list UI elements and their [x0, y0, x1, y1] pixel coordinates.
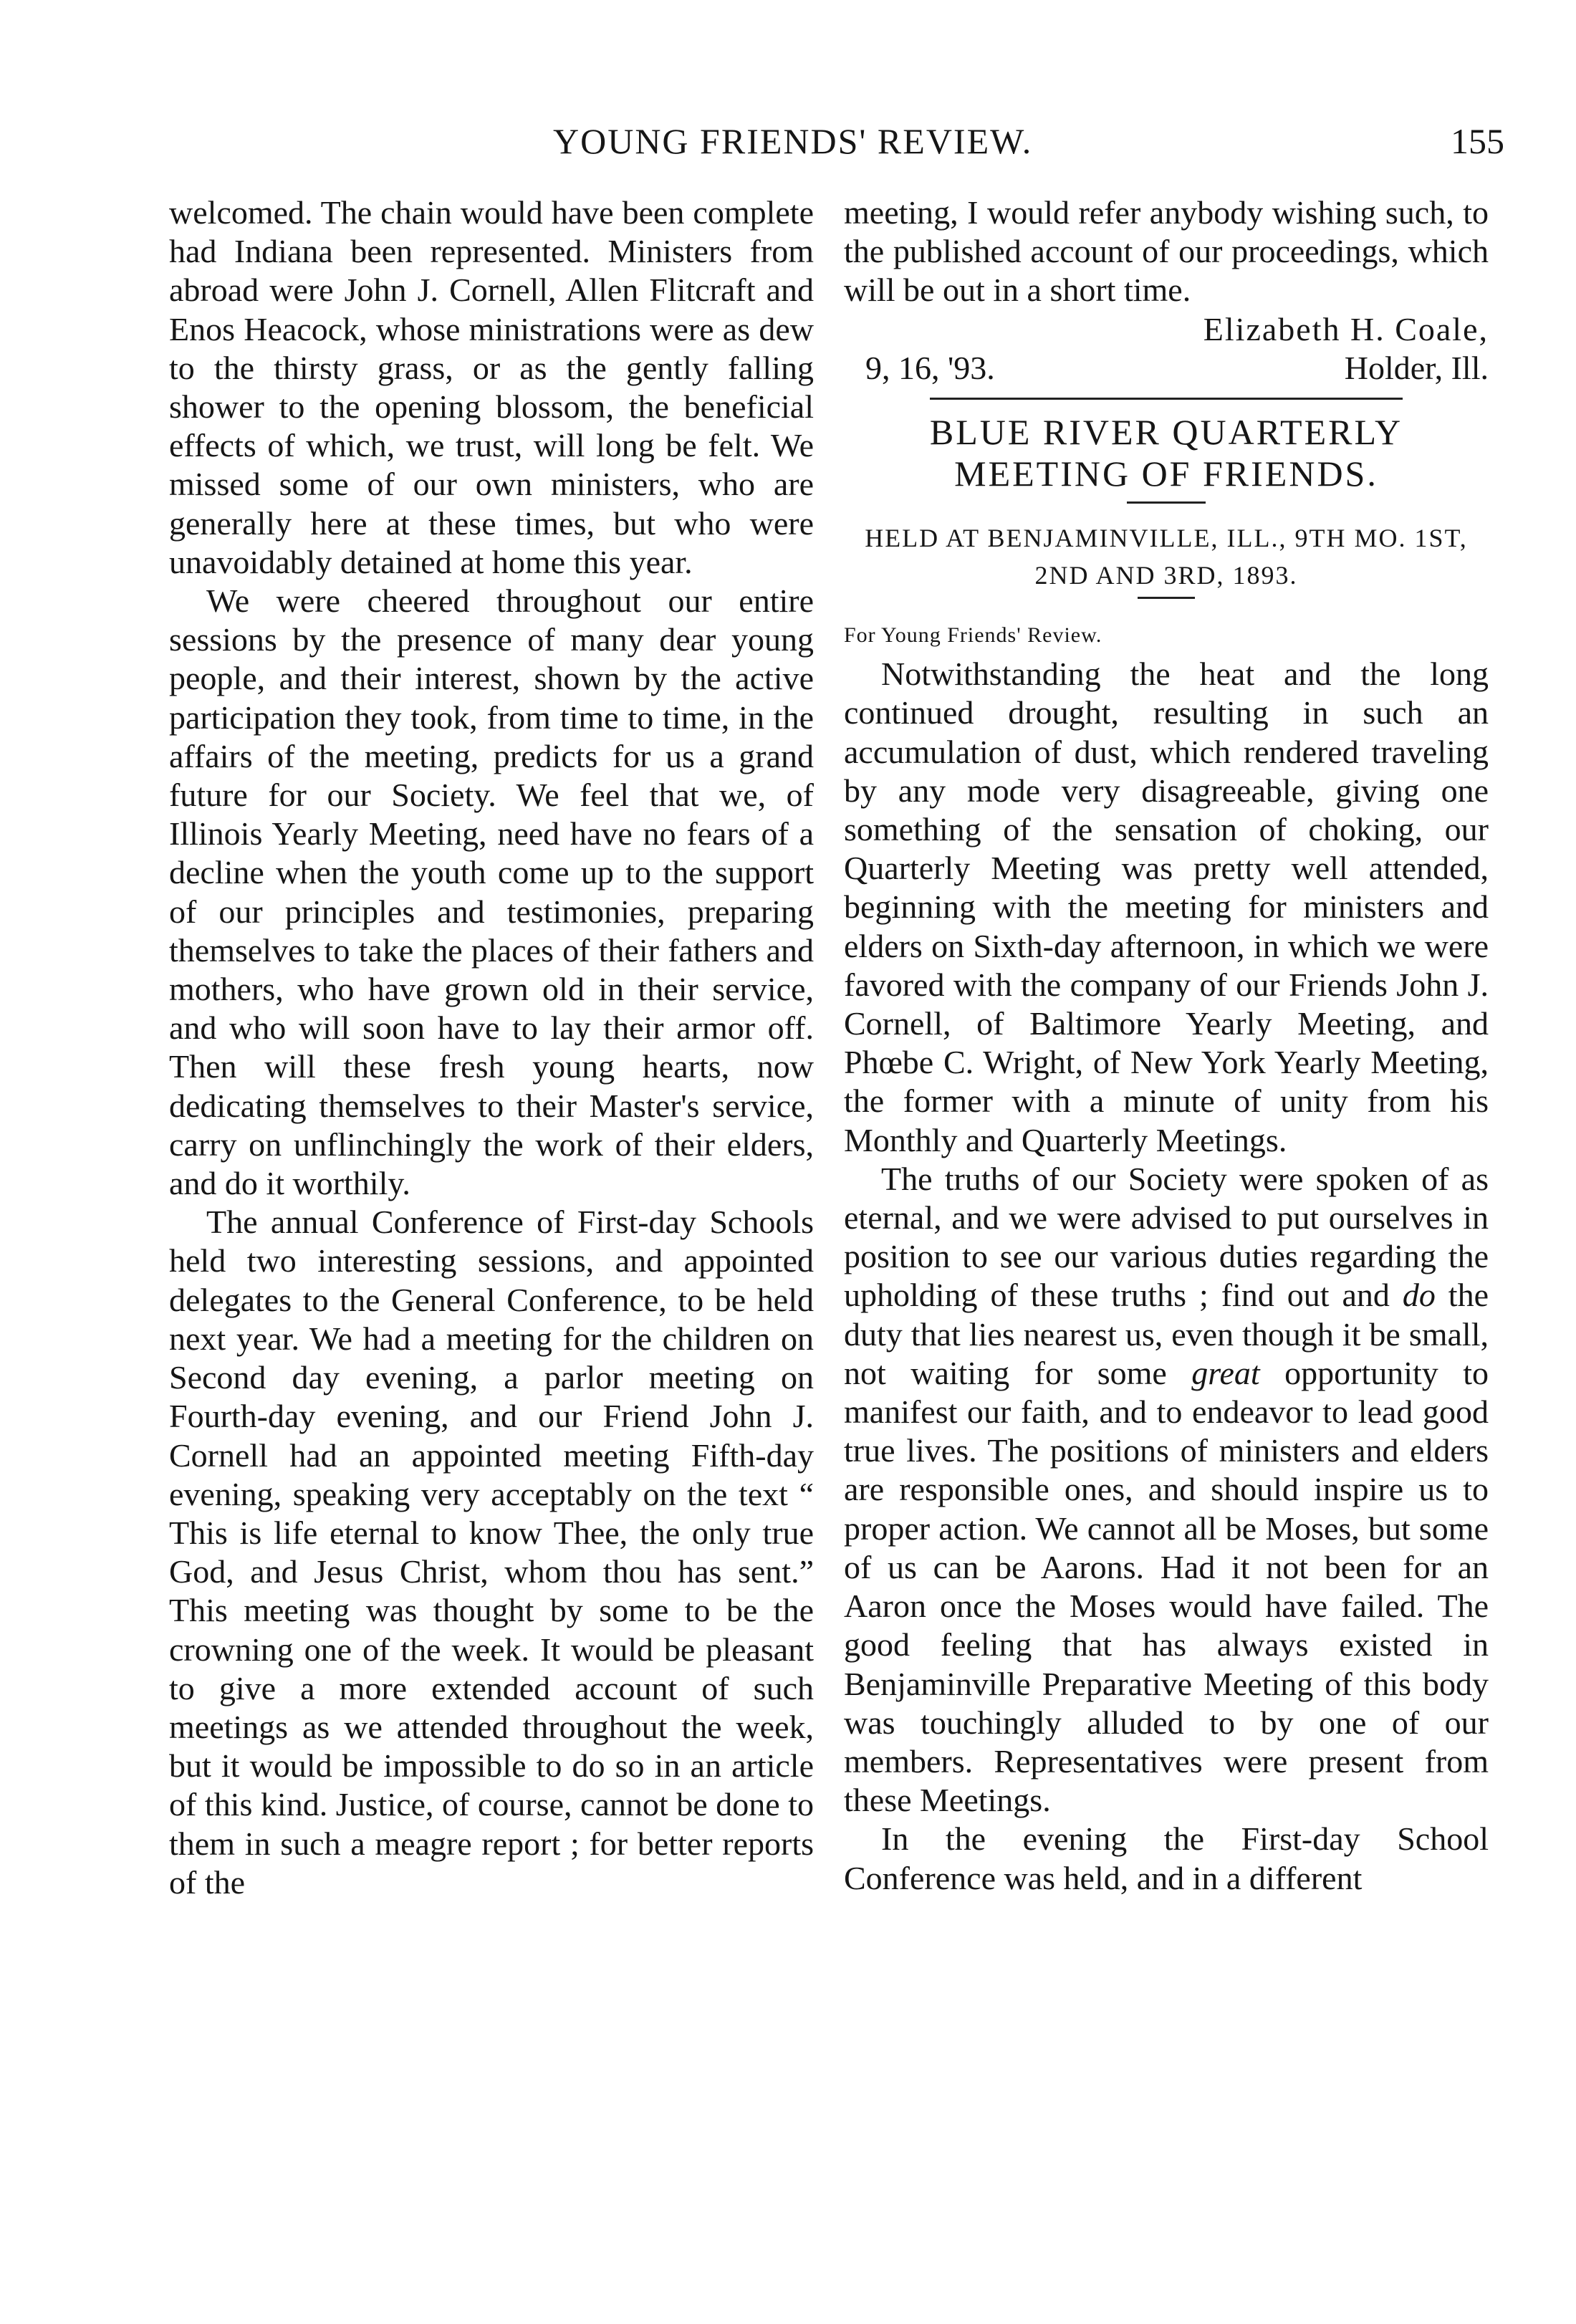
- article-heading: BLUE RIVER QUARTERLY MEETING OF FRIENDS.: [929, 412, 1403, 494]
- signature-place: Holder, Ill.: [1344, 349, 1489, 386]
- heading-divider: [1127, 501, 1206, 504]
- text-run: the duty that lies nearest us, even though it be small, not waiting for some: [844, 1277, 1489, 1391]
- signature-name: Elizabeth H. Coale,: [1203, 310, 1489, 347]
- paragraph: [844, 1160, 1489, 1820]
- page-header: [166, 120, 1504, 178]
- italic-word: great: [1191, 1354, 1260, 1391]
- text-run: The truths of our Society were spoken of as eternal, and we were advised to put ourselves in position to see our various duties regarding the upholding of these truths ; find out and: [844, 1160, 1489, 1314]
- section-divider: [930, 398, 1403, 400]
- signature-date: 9, 16, '93.: [865, 349, 995, 386]
- text-run: opportunity to manifest our faith, and to endeavor to lead good true lives. The positions of ministers and elders are responsible ones, and should inspire us to proper action. We cannot all be Moses, but some of us can be Aarons. Had it not been for an Aaron once the Moses would have failed. The good feeling that has always existed in Benjaminville Preparative Meeting of this body was touchingly alluded to by one of our members. Representatives were present from these Meetings.: [844, 1354, 1489, 1819]
- page-number: 155: [1451, 121, 1504, 161]
- source-credit: For Young Friends' Review.: [844, 623, 1102, 648]
- paragraph: meeting, I would refer anybody wishing such, to the published account of our proceedings, which will be out in a short time.: [844, 194, 1489, 309]
- paragraph: In the evening the First-day School Conference was held, and in a different: [844, 1820, 1489, 1896]
- paragraph: We were cheered throughout our entire sessions by the presence of many dear young people, and their interest, shown by the active participation they took, from time to time, in the affairs of the meeting, predicts for us a grand future for our Society. We feel that we, of Illinois Yearly Meeting, need have no fears of a decline when the youth come up to the support of our principles and testimonies, preparing themselves to take the places of their fathers and mothers, who have grown old in their service, and who will soon have to lay their armor off. Then will these fresh young hearts, now dedicating themselves to their Master's service, carry on unflinchingly the work of their elders, and do it worthily.: [169, 582, 814, 1202]
- paragraph: welcomed. The chain would have been complete had Indiana been represented. Ministers from abroad were John J. Cornell, Allen Flitcraft and Enos Heacock, whose ministrations were as dew to the thirsty grass, or as the gently falling shower to the opening blossom, the beneficial effects of which, we trust, will long be felt. We missed some of our own ministers, who are generally here at these times, but who were unavoidably detained at home this year.: [169, 194, 814, 580]
- signature-row: [844, 349, 1489, 388]
- paragraph: Notwithstanding the heat and the long continued drought, resulting in such an accumulation of dust, which rendered traveling by any mode very disagreeable, giving one something of the sensation of choking, our Quarterly Meeting was pretty well attended, beginning with the meeting for ministers and elders on Sixth-day afternoon, in which we were favored with the company of our Friends John J. Cornell, of Baltimore Yearly Meeting, and Phœbe C. Wright, of New York Yearly Meeting, the former with a minute of unity from his Monthly and Quarterly Meetings.: [844, 656, 1489, 1158]
- paragraph: The annual Conference of First-day Schools held two interesting sessions, and appointed delegates to the General Conference, to be held next year. We had a meeting for the children on Second day evening, a parlor meeting on Fourth-day evening, and our Friend John J. Cornell had an appointed meeting Fifth-day evening, speaking very acceptably on the text “ This is life eternal to know Thee, the only true God, and Jesus Christ, whom thou has sent.” This meeting was thought by some to be the crowning one of the week. It would be pleasant to give a more extended account of such meetings as we attended throughout the week, but it would be impossible to do so in an article of this kind. Justice, of course, cannot be done to them in such a meagre report ; for better reports of the: [169, 1204, 814, 1901]
- article-subheading: HELD AT BENJAMINVILLE, ILL., 9TH MO. 1ST, 2ND AND 3RD, 1893.: [865, 524, 1468, 590]
- right-column: [844, 193, 1489, 1898]
- running-title: YOUNG FRIENDS' REVIEW.: [553, 121, 1033, 161]
- subheading-divider: [1138, 597, 1195, 599]
- left-column: [169, 193, 814, 1902]
- italic-word: do: [1402, 1277, 1436, 1314]
